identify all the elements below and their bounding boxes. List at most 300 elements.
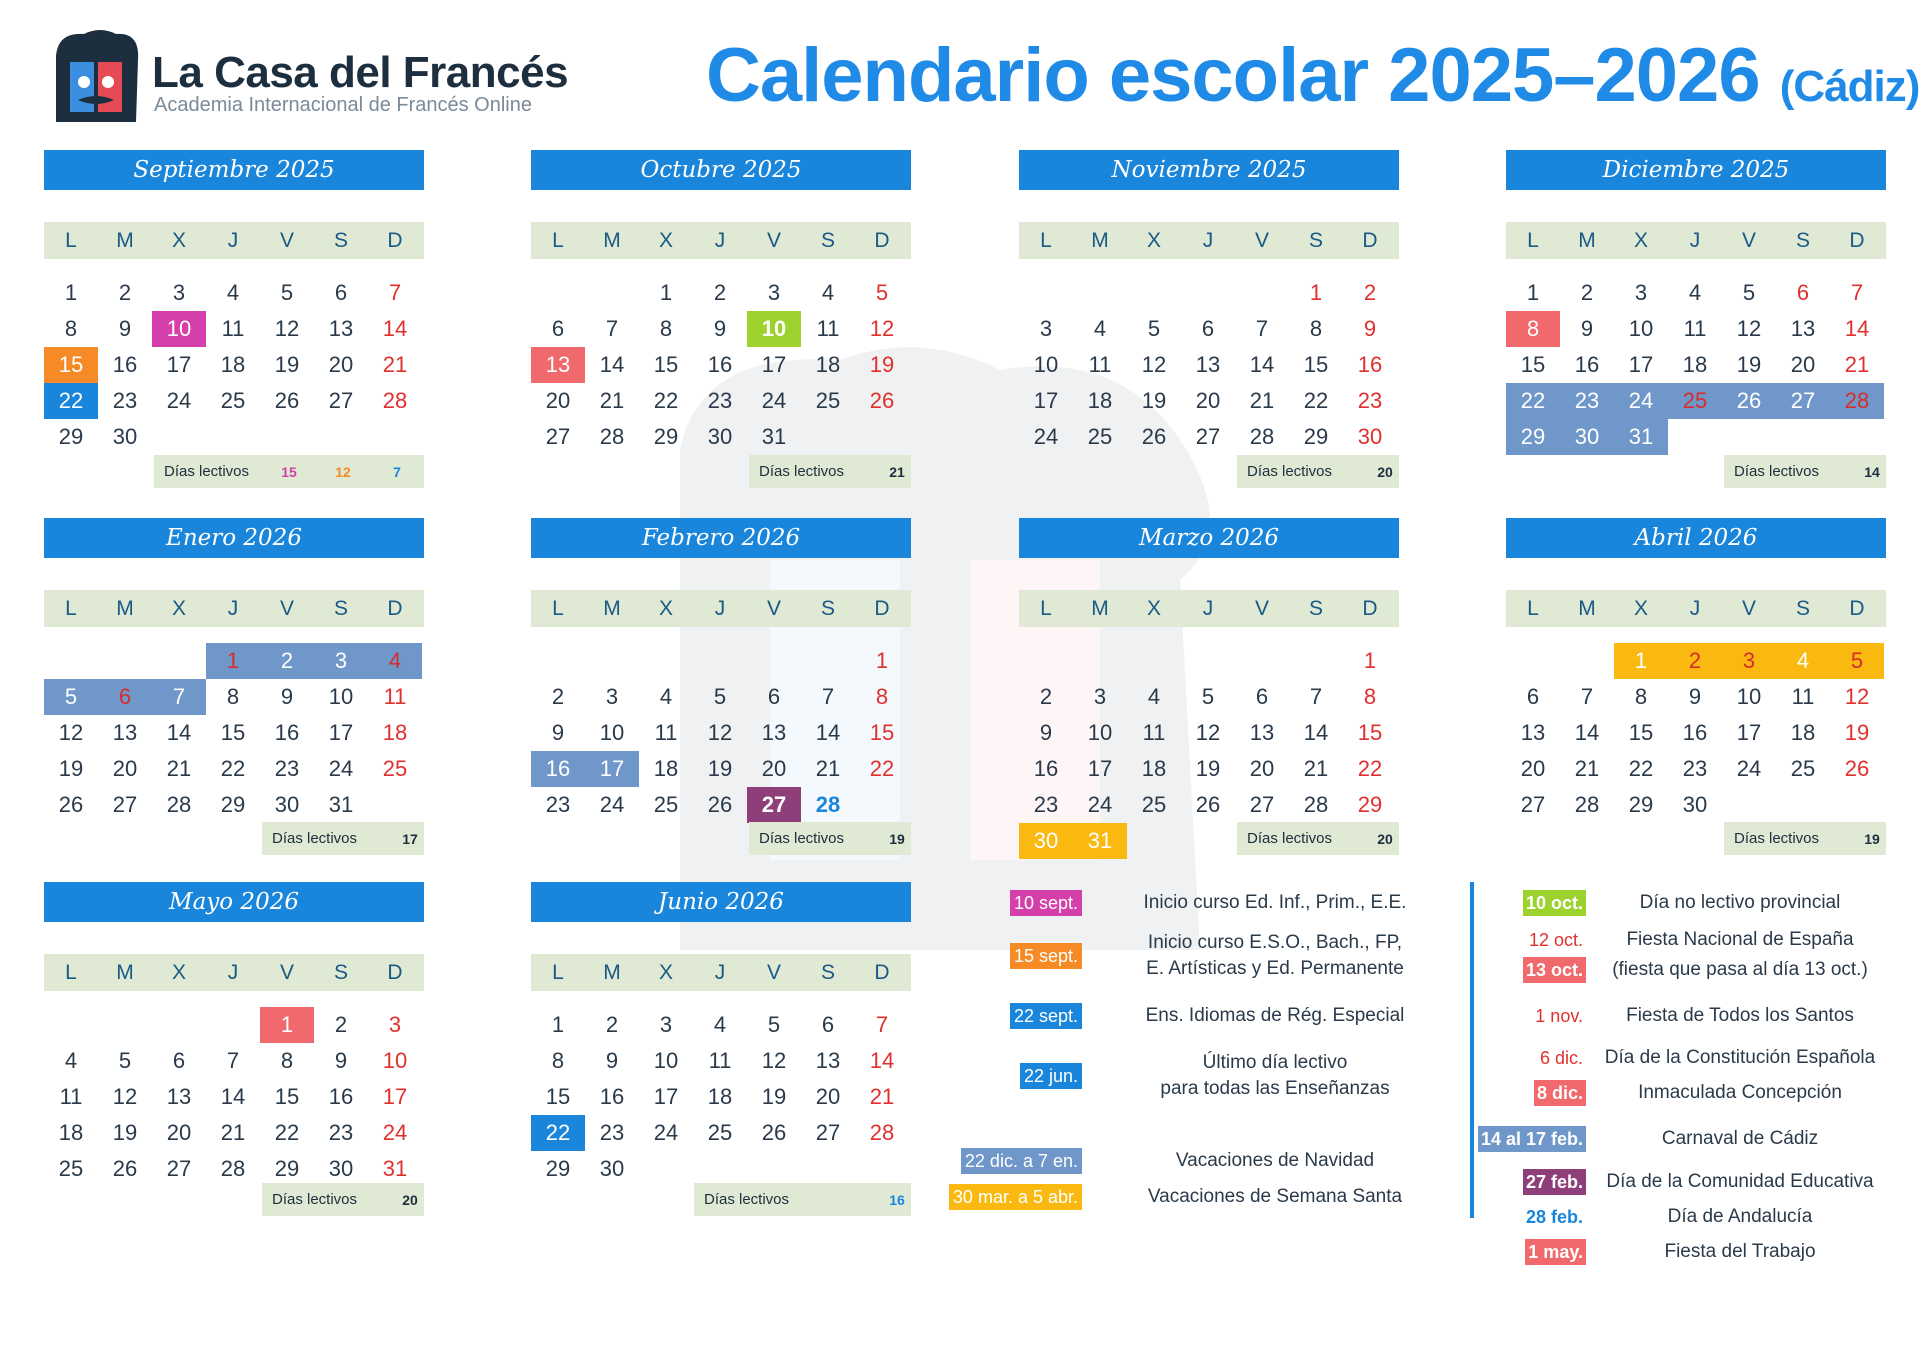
day-cell: 29 xyxy=(274,1156,300,1181)
weekday-label: L xyxy=(1040,229,1052,252)
weekday-header xyxy=(531,590,911,627)
day-cell: 18 xyxy=(382,720,408,745)
school-days-value: 15 xyxy=(281,463,297,480)
weekday-label: X xyxy=(658,597,673,620)
day-cell: 9 xyxy=(605,1048,619,1073)
day-cell: 22 xyxy=(1628,756,1654,781)
day-cell: 31 xyxy=(382,1156,408,1181)
school-days-value: 20 xyxy=(402,1191,418,1208)
brand-name: La Casa del Francés xyxy=(152,48,569,97)
weekday-label: L xyxy=(65,229,77,252)
day-cell: 28 xyxy=(1830,383,1884,419)
day-cell: 27 xyxy=(815,1120,841,1145)
school-days-label: Días lectivos xyxy=(1734,830,1820,847)
day-cell: 29 xyxy=(1628,792,1654,817)
day-cell: 21 xyxy=(1249,388,1275,413)
day-cell: 3 xyxy=(767,280,781,305)
day-cell: 9 xyxy=(713,316,727,341)
weekday-label: X xyxy=(1633,229,1648,252)
day-cell: 7 xyxy=(1850,280,1864,305)
school-days-count xyxy=(749,822,911,855)
day-cell: 30 xyxy=(274,792,300,817)
weekday-label: L xyxy=(552,229,564,252)
weekday-label: M xyxy=(603,961,621,984)
day-cell: 14 xyxy=(1249,352,1275,377)
weekday-label: M xyxy=(1578,597,1596,620)
day-cell: 3 xyxy=(1722,643,1776,679)
weekday-label: S xyxy=(820,961,835,984)
day-cell: 17 xyxy=(382,1084,408,1109)
legend-date-tag: 1 nov. xyxy=(1535,1006,1583,1026)
day-cell: 19 xyxy=(1736,352,1762,377)
day-cell: 23 xyxy=(1560,383,1614,419)
day-cell: 20 xyxy=(166,1120,192,1145)
day-cell: 18 xyxy=(1682,352,1708,377)
day-cell: 12 xyxy=(1195,720,1221,745)
empty-cell xyxy=(747,643,801,679)
day-cell: 14 xyxy=(815,720,841,745)
day-cell: 27 xyxy=(328,388,354,413)
day-cell: 10 xyxy=(1736,684,1762,709)
day-cell: 11 xyxy=(1791,684,1815,709)
day-cell: 26 xyxy=(707,792,733,817)
weekday-label: S xyxy=(333,597,348,620)
weekday-label: J xyxy=(714,597,726,620)
day-cell: 5 xyxy=(1201,684,1215,709)
legend-date-tag: 22 jun. xyxy=(1020,1063,1082,1089)
weekday-label: D xyxy=(874,597,890,620)
day-cell: 26 xyxy=(1722,383,1776,419)
day-cell: 24 xyxy=(1033,424,1059,449)
day-cell: 12 xyxy=(112,1084,138,1109)
day-cell: 11 xyxy=(816,316,840,341)
day-cell: 4 xyxy=(226,280,240,305)
legend-description: Vacaciones de Semana Santa xyxy=(1147,1186,1403,1207)
empty-cell xyxy=(1073,275,1127,311)
day-cell: 23 xyxy=(1682,756,1708,781)
day-cell: 2 xyxy=(1580,280,1594,305)
day-cell: 10 xyxy=(599,720,625,745)
day-cell: 20 xyxy=(1790,352,1816,377)
day-cell: 20 xyxy=(1195,388,1221,413)
school-days-label: Días lectivos xyxy=(272,830,358,847)
day-cell: 26 xyxy=(274,388,300,413)
weekday-label: M xyxy=(116,229,134,252)
day-cell: 6 xyxy=(334,280,348,305)
day-cell: 20 xyxy=(328,352,354,377)
day-cell: 15 xyxy=(545,1084,571,1109)
legend-date-tag: 8 dic. xyxy=(1534,1080,1586,1106)
day-cell: 13 xyxy=(328,316,354,341)
day-cell: 20 xyxy=(815,1084,841,1109)
day-cell: 9 xyxy=(1363,316,1377,341)
weekday-label: V xyxy=(1254,597,1269,620)
day-cell: 6 xyxy=(1526,684,1540,709)
day-cell: 18 xyxy=(707,1084,733,1109)
day-cell: 12 xyxy=(1736,316,1762,341)
empty-cell xyxy=(98,1007,152,1043)
legend-description: Fiesta de Todos los Santos xyxy=(1626,1005,1854,1026)
legend-description: Vacaciones de Navidad xyxy=(1175,1150,1375,1171)
day-cell: 28 xyxy=(382,388,408,413)
legend-date-tag: 22 sept. xyxy=(1010,1003,1082,1029)
school-days-count xyxy=(1724,822,1886,855)
weekday-label: M xyxy=(1578,229,1596,252)
empty-cell xyxy=(44,643,98,679)
day-cell: 10 xyxy=(653,1048,679,1073)
day-cell: 29 xyxy=(545,1156,571,1181)
empty-cell xyxy=(801,643,855,679)
weekday-label: J xyxy=(714,229,726,252)
day-cell: 5 xyxy=(118,1048,132,1073)
day-cell: 10 xyxy=(1033,352,1059,377)
day-cell: 19 xyxy=(112,1120,138,1145)
day-cell: 8 xyxy=(1506,311,1560,347)
legend-description: Día de Andalucía xyxy=(1667,1206,1813,1227)
day-cell: 19 xyxy=(1195,756,1221,781)
day-cell: 16 xyxy=(599,1084,625,1109)
day-cell: 21 xyxy=(1844,352,1870,377)
empty-cell xyxy=(1506,643,1560,679)
day-cell: 16 xyxy=(1682,720,1708,745)
day-cell: 15 xyxy=(653,352,679,377)
day-cell: 6 xyxy=(98,679,152,715)
weekday-label: D xyxy=(1849,229,1865,252)
day-cell: 2 xyxy=(1668,643,1722,679)
day-cell: 12 xyxy=(1141,352,1167,377)
weekday-label: L xyxy=(65,961,77,984)
day-cell: 4 xyxy=(821,280,835,305)
empty-cell xyxy=(1127,275,1181,311)
legend-date-tag: 12 oct. xyxy=(1528,930,1583,950)
empty-cell xyxy=(1019,643,1073,679)
weekday-label: J xyxy=(1202,229,1214,252)
day-cell: 17 xyxy=(1736,720,1762,745)
day-cell: 3 xyxy=(659,1012,673,1037)
weekday-label: L xyxy=(552,961,564,984)
weekday-label: S xyxy=(1308,597,1323,620)
day-cell: 25 xyxy=(1141,792,1167,817)
weekday-header xyxy=(1506,590,1886,627)
school-days-value: 20 xyxy=(1377,830,1393,847)
day-cell: 7 xyxy=(388,280,402,305)
weekday-label: D xyxy=(874,229,890,252)
day-cell: 3 xyxy=(1634,280,1648,305)
day-cell: 10 xyxy=(152,311,206,347)
day-cell: 4 xyxy=(64,1048,78,1073)
day-cell: 22 xyxy=(1303,388,1329,413)
day-cell: 13 xyxy=(166,1084,192,1109)
day-grid xyxy=(1019,275,1399,455)
day-cell: 16 xyxy=(274,720,300,745)
day-cell: 3 xyxy=(314,643,368,679)
day-cell: 5 xyxy=(1830,643,1884,679)
day-cell: 16 xyxy=(531,751,585,787)
day-cell: 8 xyxy=(1634,684,1648,709)
school-days-count xyxy=(749,455,911,488)
day-cell: 24 xyxy=(761,388,787,413)
month-9 xyxy=(44,882,424,1187)
day-cell: 21 xyxy=(869,1084,895,1109)
day-cell: 8 xyxy=(64,316,78,341)
weekday-label: J xyxy=(1689,597,1701,620)
weekday-label: X xyxy=(1146,229,1161,252)
school-days-value: 12 xyxy=(335,463,351,480)
day-cell: 30 xyxy=(599,1156,625,1181)
day-cell: 4 xyxy=(659,684,673,709)
day-cell: 19 xyxy=(58,756,84,781)
day-cell: 6 xyxy=(767,684,781,709)
day-cell: 30 xyxy=(112,424,138,449)
day-cell: 27 xyxy=(1520,792,1546,817)
day-cell: 31 xyxy=(1073,823,1127,859)
day-cell: 7 xyxy=(605,316,619,341)
weekday-label: D xyxy=(1362,229,1378,252)
day-cell: 7 xyxy=(1580,684,1594,709)
legend-date-tag: 27 feb. xyxy=(1523,1169,1586,1195)
day-cell: 20 xyxy=(545,388,571,413)
weekday-label: M xyxy=(603,597,621,620)
day-cell: 4 xyxy=(713,1012,727,1037)
day-cell: 6 xyxy=(1796,280,1810,305)
day-cell: 30 xyxy=(1682,792,1708,817)
day-cell: 7 xyxy=(226,1048,240,1073)
day-cell: 14 xyxy=(220,1084,246,1109)
weekday-header xyxy=(531,222,911,259)
day-cell: 7 xyxy=(152,679,206,715)
weekday-label: V xyxy=(279,229,294,252)
month-3 xyxy=(1019,150,1399,455)
school-days-count xyxy=(262,1183,424,1216)
day-cell: 3 xyxy=(388,1012,402,1037)
school-days-label: Días lectivos xyxy=(1247,463,1333,480)
empty-cell xyxy=(585,643,639,679)
month-4 xyxy=(1506,150,1886,455)
month-5 xyxy=(44,518,424,823)
day-cell: 12 xyxy=(761,1048,787,1073)
weekday-header xyxy=(531,954,911,991)
day-grid xyxy=(531,643,911,823)
weekday-label: D xyxy=(1362,597,1378,620)
day-cell: 16 xyxy=(328,1084,354,1109)
school-days-count xyxy=(1237,455,1399,488)
day-cell: 8 xyxy=(551,1048,565,1073)
day-cell: 24 xyxy=(166,388,192,413)
weekday-header xyxy=(44,222,424,259)
school-days-value: 21 xyxy=(889,463,905,480)
weekday-label: X xyxy=(658,961,673,984)
empty-cell xyxy=(1181,643,1235,679)
day-cell: 26 xyxy=(1195,792,1221,817)
day-cell: 4 xyxy=(1688,280,1702,305)
weekday-label: D xyxy=(387,961,403,984)
school-days-value: 19 xyxy=(1864,830,1880,847)
day-cell: 7 xyxy=(875,1012,889,1037)
school-days-label: Días lectivos xyxy=(1247,830,1333,847)
day-cell: 23 xyxy=(1033,792,1059,817)
day-cell: 4 xyxy=(1776,643,1830,679)
day-cell: 22 xyxy=(531,1115,585,1151)
weekday-header xyxy=(1019,222,1399,259)
weekday-label: S xyxy=(820,597,835,620)
day-cell: 24 xyxy=(382,1120,408,1145)
day-cell: 17 xyxy=(1628,352,1654,377)
empty-cell xyxy=(1560,643,1614,679)
weekday-label: X xyxy=(658,229,673,252)
weekday-label: V xyxy=(1254,229,1269,252)
day-cell: 27 xyxy=(1195,424,1221,449)
day-cell: 12 xyxy=(274,316,300,341)
day-cell: 28 xyxy=(220,1156,246,1181)
day-cell: 20 xyxy=(1520,756,1546,781)
legend-date-tag: 13 oct. xyxy=(1523,957,1586,983)
day-cell: 13 xyxy=(1790,316,1816,341)
day-cell: 17 xyxy=(585,751,639,787)
day-cell: 19 xyxy=(274,352,300,377)
legend-description: Día no lectivo provincial xyxy=(1639,892,1841,913)
day-cell: 2 xyxy=(605,1012,619,1037)
day-cell: 25 xyxy=(382,756,408,781)
day-cell: 21 xyxy=(382,352,408,377)
day-cell: 14 xyxy=(1574,720,1600,745)
day-cell: 18 xyxy=(653,756,679,781)
weekday-label: J xyxy=(227,961,239,984)
day-cell: 11 xyxy=(1683,316,1707,341)
day-cell: 22 xyxy=(44,383,98,419)
weekday-label: J xyxy=(1689,229,1701,252)
empty-cell xyxy=(98,643,152,679)
day-cell: 13 xyxy=(1520,720,1546,745)
school-days-value: 7 xyxy=(393,463,401,480)
weekday-label: D xyxy=(387,229,403,252)
day-cell: 16 xyxy=(1357,352,1383,377)
day-cell: 24 xyxy=(1614,383,1668,419)
day-cell: 22 xyxy=(274,1120,300,1145)
day-cell: 7 xyxy=(1255,316,1269,341)
day-cell: 8 xyxy=(226,684,240,709)
weekday-label: X xyxy=(171,961,186,984)
day-cell: 28 xyxy=(815,792,841,817)
weekday-label: X xyxy=(171,229,186,252)
weekday-label: L xyxy=(1040,597,1052,620)
day-cell: 30 xyxy=(1357,424,1383,449)
day-cell: 21 xyxy=(1303,756,1329,781)
day-cell: 29 xyxy=(58,424,84,449)
day-cell: 6 xyxy=(1201,316,1215,341)
school-days-count xyxy=(262,822,424,855)
day-cell: 1 xyxy=(659,280,673,305)
month-title: Octubre 2025 xyxy=(531,150,911,190)
day-cell: 29 xyxy=(653,424,679,449)
day-cell: 21 xyxy=(220,1120,246,1145)
legend-description: Fiesta Nacional de España xyxy=(1626,929,1854,950)
day-cell: 28 xyxy=(869,1120,895,1145)
empty-cell xyxy=(1073,643,1127,679)
weekday-label: S xyxy=(333,961,348,984)
day-cell: 22 xyxy=(1357,756,1383,781)
day-cell: 13 xyxy=(112,720,138,745)
day-cell: 24 xyxy=(599,792,625,817)
day-cell: 14 xyxy=(1303,720,1329,745)
legend-date-tag: 22 dic. a 7 en. xyxy=(961,1148,1082,1174)
month-7 xyxy=(1019,518,1399,859)
legend-date-tag: 1 may. xyxy=(1525,1239,1586,1265)
weekday-label: S xyxy=(820,229,835,252)
school-days-value: 20 xyxy=(1377,463,1393,480)
day-cell: 31 xyxy=(1614,419,1668,455)
day-cell: 14 xyxy=(166,720,192,745)
school-days-value: 17 xyxy=(402,830,418,847)
day-cell: 23 xyxy=(1357,388,1383,413)
day-cell: 4 xyxy=(368,643,422,679)
weekday-label: D xyxy=(1849,597,1865,620)
day-cell: 18 xyxy=(1141,756,1167,781)
day-cell: 15 xyxy=(1628,720,1654,745)
day-cell: 13 xyxy=(1249,720,1275,745)
empty-cell xyxy=(693,643,747,679)
day-cell: 11 xyxy=(383,684,407,709)
day-cell: 17 xyxy=(1033,388,1059,413)
day-cell: 8 xyxy=(1363,684,1377,709)
day-cell: 1 xyxy=(875,648,889,673)
day-cell: 9 xyxy=(551,720,565,745)
day-cell: 29 xyxy=(1357,792,1383,817)
day-cell: 5 xyxy=(1147,316,1161,341)
day-cell: 21 xyxy=(166,756,192,781)
day-cell: 1 xyxy=(206,643,260,679)
day-cell: 19 xyxy=(1844,720,1870,745)
weekday-label: V xyxy=(1741,229,1756,252)
day-cell: 6 xyxy=(172,1048,186,1073)
day-cell: 16 xyxy=(707,352,733,377)
day-cell: 26 xyxy=(112,1156,138,1181)
day-cell: 11 xyxy=(654,720,678,745)
day-cell: 2 xyxy=(1363,280,1377,305)
day-cell: 25 xyxy=(815,388,841,413)
day-cell: 26 xyxy=(869,388,895,413)
day-cell: 10 xyxy=(1628,316,1654,341)
school-days-label: Días lectivos xyxy=(759,830,845,847)
day-cell: 17 xyxy=(1087,756,1113,781)
weekday-header xyxy=(1019,590,1399,627)
weekday-label: L xyxy=(1527,597,1539,620)
weekday-label: L xyxy=(552,597,564,620)
day-cell: 17 xyxy=(653,1084,679,1109)
day-cell: 5 xyxy=(713,684,727,709)
legend-description: Día de la Constitución Española xyxy=(1604,1047,1876,1068)
day-cell: 27 xyxy=(545,424,571,449)
legend-description: (fiesta que pasa al día 13 oct.) xyxy=(1612,959,1868,980)
legend-date-tag: 30 mar. a 5 abr. xyxy=(949,1184,1082,1210)
weekday-label: J xyxy=(227,229,239,252)
day-cell: 28 xyxy=(1249,424,1275,449)
weekday-label: L xyxy=(1527,229,1539,252)
day-cell: 15 xyxy=(869,720,895,745)
school-days-count xyxy=(154,455,424,488)
weekday-label: V xyxy=(279,597,294,620)
empty-cell xyxy=(1019,275,1073,311)
day-cell: 16 xyxy=(1033,756,1059,781)
school-days-label: Días lectivos xyxy=(272,1191,358,1208)
day-cell: 10 xyxy=(382,1048,408,1073)
month-title: Noviembre 2025 xyxy=(1019,150,1399,190)
day-cell: 20 xyxy=(1249,756,1275,781)
day-cell: 17 xyxy=(166,352,192,377)
day-cell: 23 xyxy=(599,1120,625,1145)
day-cell: 28 xyxy=(599,424,625,449)
day-cell: 8 xyxy=(280,1048,294,1073)
empty-cell xyxy=(1235,643,1289,679)
